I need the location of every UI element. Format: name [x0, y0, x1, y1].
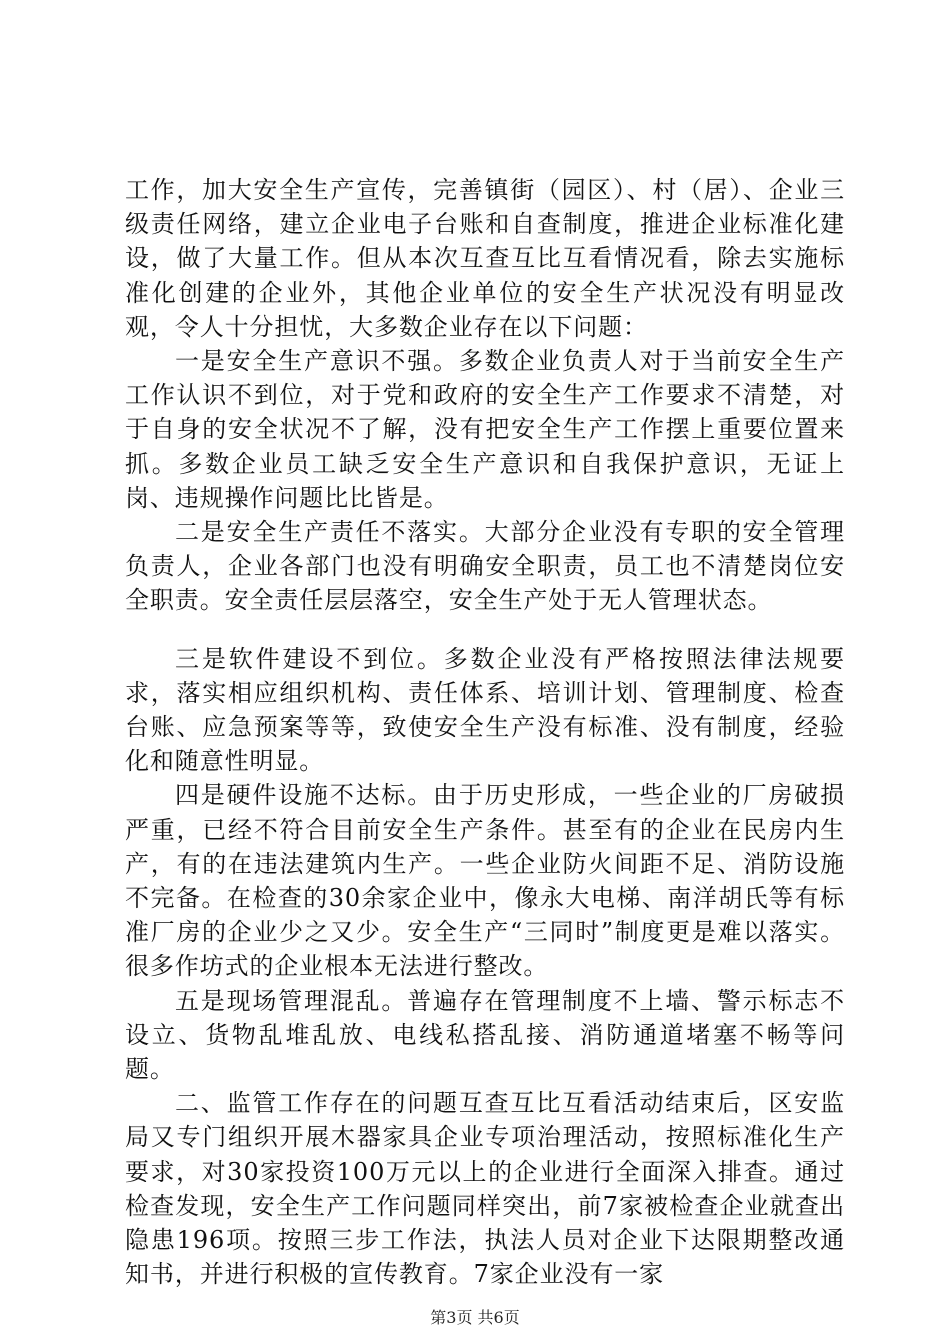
paragraph-issue-five: 五是现场管理混乱。普遍存在管理制度不上墙、警示标志不设立、货物乱堆乱放、电线私搭乱接、消防通道堵塞不畅等问题。 — [125, 986, 845, 1084]
page-number-footer: 第3页 共6页 — [430, 1308, 520, 1327]
document-body — [125, 173, 845, 1292]
paragraph-supervision: 二、监管工作存在的问题互查互比互看活动结束后，区安监局又专门组织开展木器家具企业专项治理活动，按照标准化生产要求，对30家投资100万元以上的企业进行全面深入排查。通过检查发现，安全生产工作问题同样突出，前7家被检查企业就查出隐患196项。按照三步工作法，执法人员对企业下达限期整改通知书，并进行积极的宣传教育。7家企业没有一家 — [125, 1089, 845, 1289]
paragraph-issue-four: 四是硬件设施不达标。由于历史形成，一些企业的厂房破损严重，已经不符合目前安全生产条件。甚至有的企业在民房内生产，有的在违法建筑内生产。一些企业防火间距不足、消防设施不完备。在检查的30余家企业中，像永大电梯、南洋胡氏等有标准厂房的企业少之又少。安全生产“三同时”制度更是难以落实。很多作坊式的企业根本无法进行整改。 — [125, 781, 845, 981]
paragraph-issue-one: 一是安全生产意识不强。多数企业负责人对于当前安全生产工作认识不到位，对于党和政府的安全生产工作要求不清楚，对于自身的安全状况不了解，没有把安全生产工作摆上重要位置来抓。多数企业员工缺乏安全生产意识和自我保护意识，无证上岗、违规操作问题比比皆是。 — [125, 347, 845, 512]
paragraph-intro: 工作，加大安全生产宣传，完善镇街（园区）、村（居）、企业三级责任网络，建立企业电子台账和自查制度，推进企业标准化建设，做了大量工作。但从本次互查互比互看情况看，除去实施标准化创建的企业外，其他企业单位的安全生产状况没有明显改观，令人十分担忧，大多数企业存在以下问题： — [125, 176, 845, 341]
paragraph-issue-three: 三是软件建设不到位。多数企业没有严格按照法律法规要求，落实相应组织机构、责任体系、培训计划、管理制度、检查台账、应急预案等等，致使安全生产没有标准、没有制度，经验化和随意性明显。 — [125, 644, 845, 776]
paragraph-issue-two: 二是安全生产责任不落实。大部分企业没有专职的安全管理负责人，企业各部门也没有明确安全职责，员工也不清楚岗位安全职责。安全责任层层落空，安全生产处于无人管理状态。 — [125, 518, 845, 615]
